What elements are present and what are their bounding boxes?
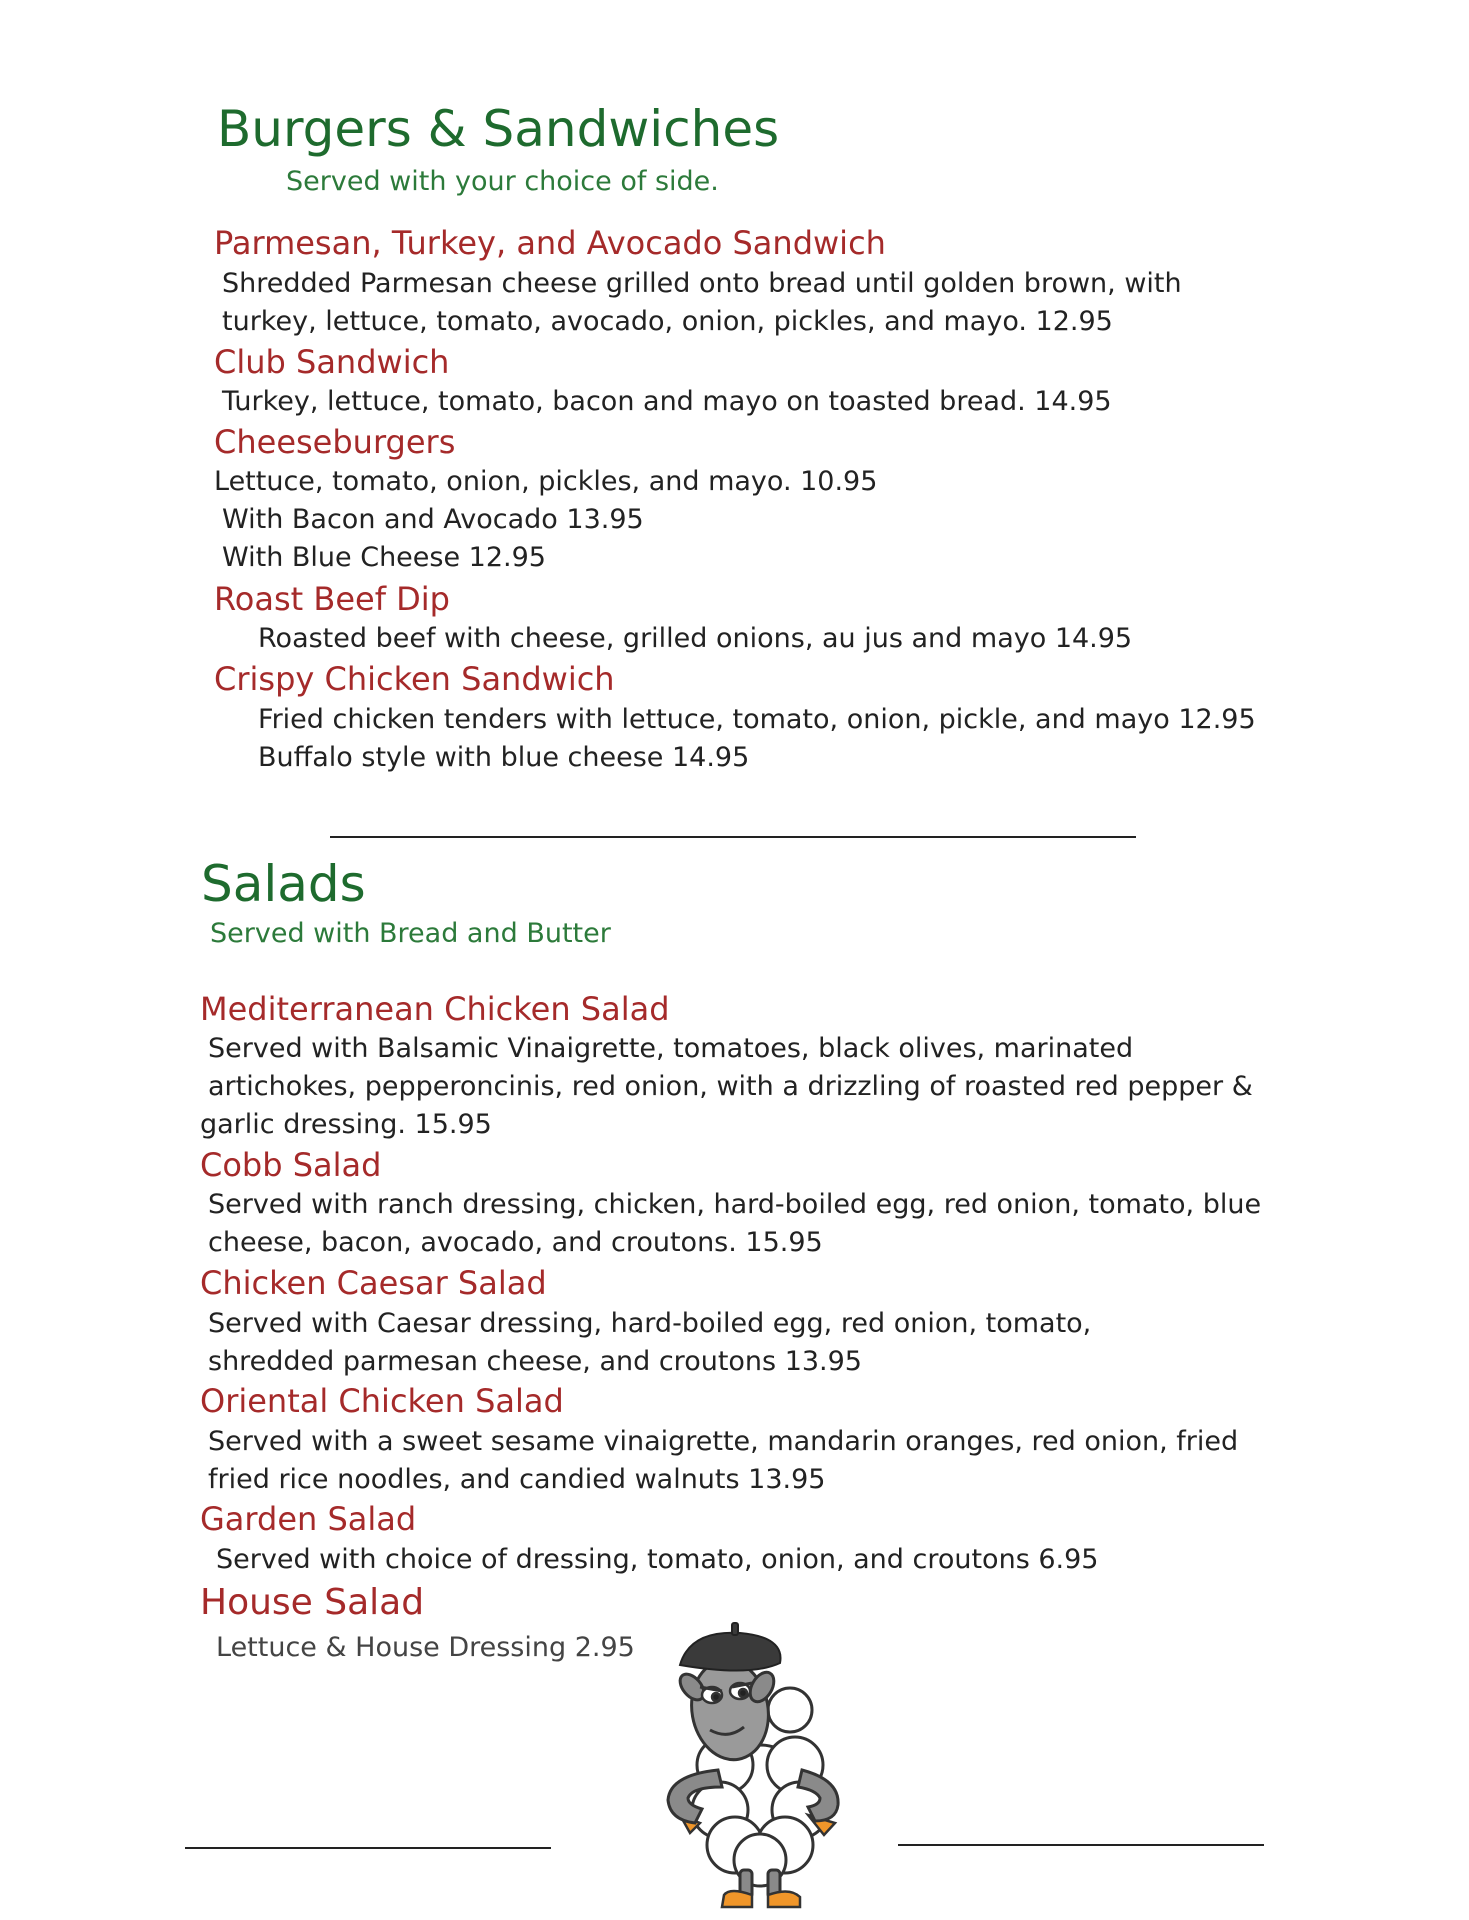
salads-title: Salads xyxy=(201,855,366,913)
burgers-subtitle: Served with your choice of side. xyxy=(286,166,719,197)
menu-item-desc: With Blue Cheese 12.95 xyxy=(222,542,546,573)
burgers-title: Burgers & Sandwiches xyxy=(217,100,780,158)
menu-item-desc: Fried chicken tenders with lettuce, tomato, onion, pickle, and mayo 12.95 xyxy=(258,704,1256,735)
menu-item-name: Cobb Salad xyxy=(200,1146,382,1184)
section-divider xyxy=(330,836,1136,838)
menu-item-desc: With Bacon and Avocado 13.95 xyxy=(222,504,644,535)
menu-item-name: Chicken Caesar Salad xyxy=(200,1264,547,1302)
menu-item-desc: Served with a sweet sesame vinaigrette, mandarin oranges, red onion, fried xyxy=(208,1426,1239,1457)
menu-item-name: Crispy Chicken Sandwich xyxy=(214,660,615,698)
menu-item-name: Club Sandwich xyxy=(214,343,450,381)
menu-item-desc: Served with ranch dressing, chicken, hard-boiled egg, red onion, tomato, blue xyxy=(208,1189,1262,1220)
menu-item-desc: Buffalo style with blue cheese 14.95 xyxy=(258,742,750,773)
sheep-chef-icon xyxy=(640,1595,880,1915)
menu-item-desc: fried rice noodles, and candied walnuts 13.95 xyxy=(208,1464,826,1495)
menu-item-desc: shredded parmesan cheese, and croutons 13.95 xyxy=(208,1346,862,1377)
menu-item-name: Oriental Chicken Salad xyxy=(200,1382,564,1420)
menu-item-desc: Roasted beef with cheese, grilled onions, au jus and mayo 14.95 xyxy=(258,623,1133,654)
menu-item-name: House Salad xyxy=(200,1582,425,1623)
menu-item-desc: garlic dressing. 15.95 xyxy=(200,1109,492,1140)
menu-item-desc: Served with Caesar dressing, hard-boiled egg, red onion, tomato, xyxy=(208,1308,1092,1339)
menu-item-desc: Served with choice of dressing, tomato, onion, and croutons 6.95 xyxy=(216,1544,1099,1575)
menu-item-desc: Turkey, lettuce, tomato, bacon and mayo on toasted bread. 14.95 xyxy=(222,386,1112,417)
menu-item-desc: Shredded Parmesan cheese grilled onto bread until golden brown, with xyxy=(222,268,1182,299)
menu-item-desc: Served with Balsamic Vinaigrette, tomatoes, black olives, marinated xyxy=(208,1033,1134,1064)
menu-item-desc: Lettuce, tomato, onion, pickles, and mayo. 10.95 xyxy=(214,466,878,497)
menu-item-desc: Lettuce & House Dressing 2.95 xyxy=(216,1632,635,1663)
footer-divider-left xyxy=(185,1847,551,1849)
menu-item-desc: cheese, bacon, avocado, and croutons. 15.95 xyxy=(208,1227,823,1258)
menu-item-name: Parmesan, Turkey, and Avocado Sandwich xyxy=(214,224,886,262)
menu-item-name: Garden Salad xyxy=(200,1500,417,1538)
salads-subtitle: Served with Bread and Butter xyxy=(210,918,611,949)
menu-item-name: Cheeseburgers xyxy=(214,423,456,461)
menu-item-desc: turkey, lettuce, tomato, avocado, onion, pickles, and mayo. 12.95 xyxy=(222,306,1113,337)
menu-item-name: Roast Beef Dip xyxy=(214,580,450,618)
menu-item-desc: artichokes, pepperoncinis, red onion, with a drizzling of roasted red pepper & xyxy=(208,1071,1253,1102)
footer-divider-right xyxy=(898,1844,1264,1846)
menu-item-name: Mediterranean Chicken Salad xyxy=(200,990,670,1028)
